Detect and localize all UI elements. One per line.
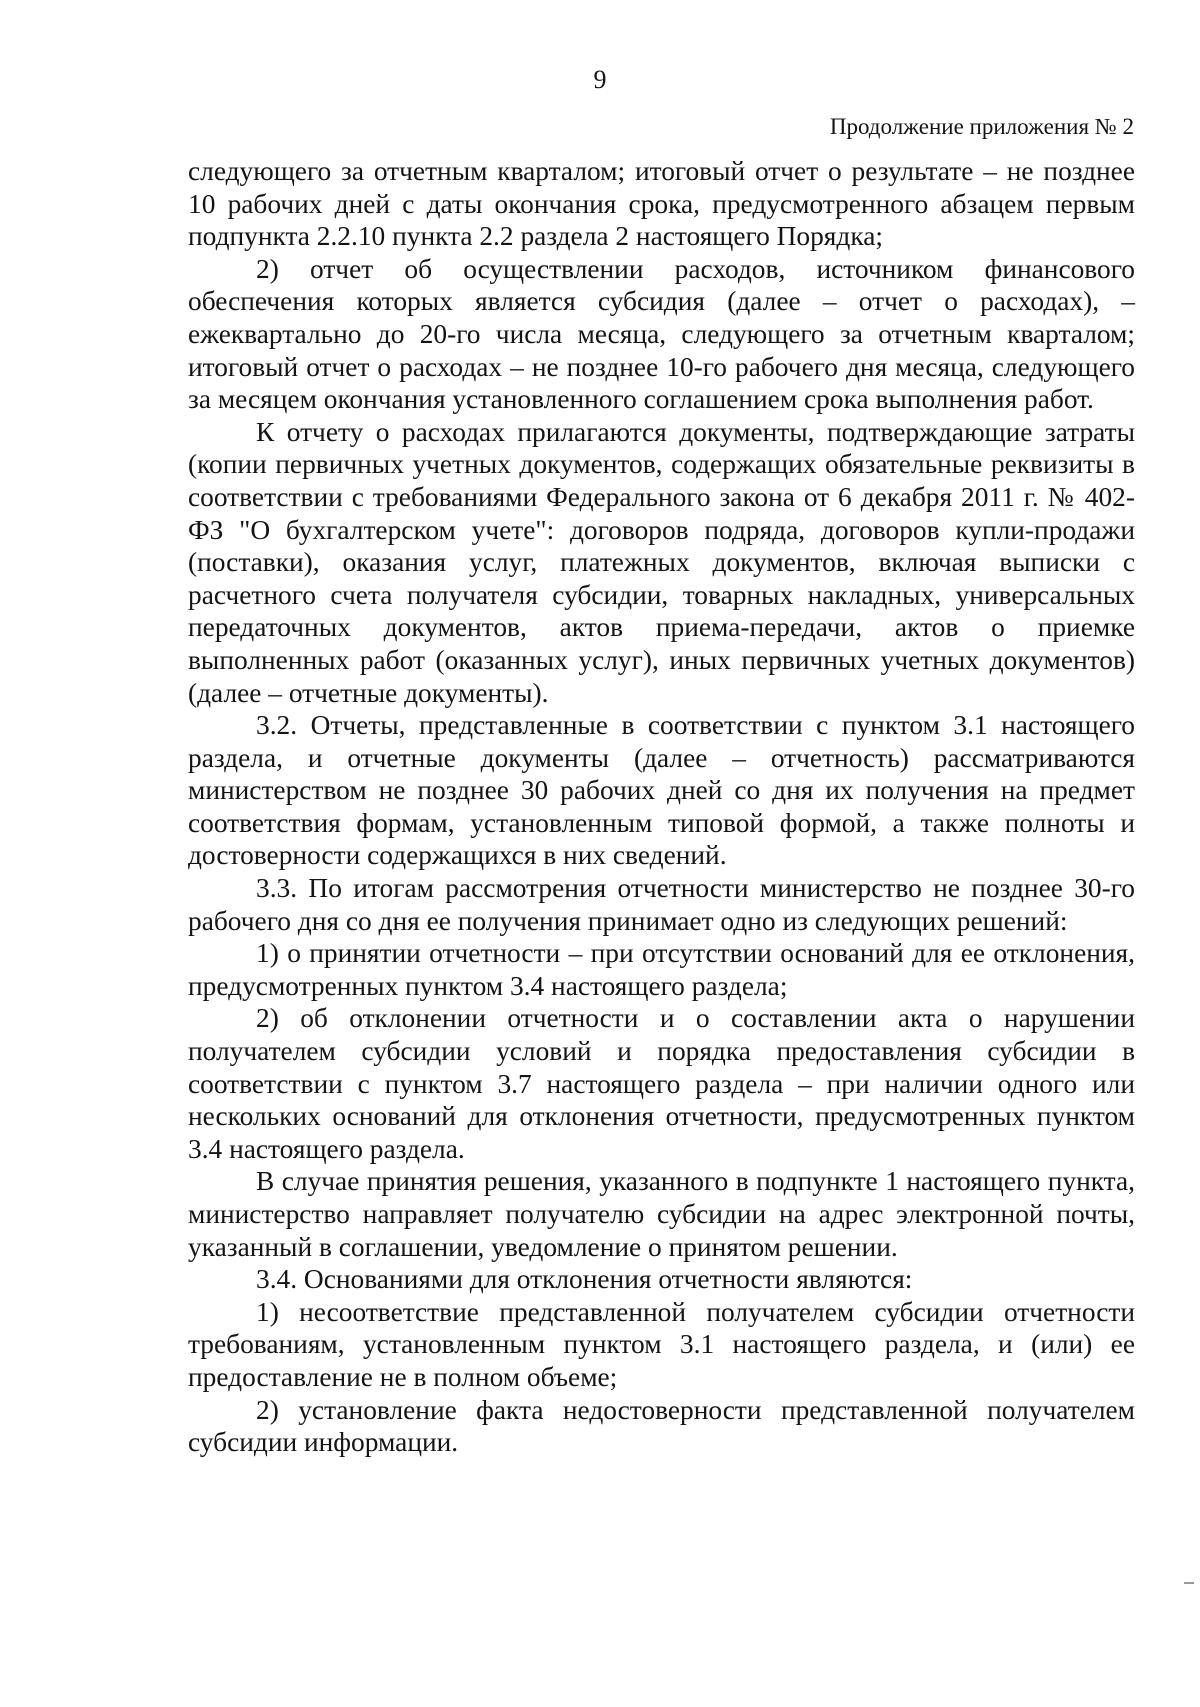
paragraph-3-3-item-1: 1) о принятии отчетности – при отсутствии оснований для ее отклонения, предусмотренных пунктом 3.4 настоящего раздела; — [188, 938, 1135, 1001]
paragraph-3-4-item-1: 1) несоответствие представленной получателем субсидии отчетности требованиям, установленным пунктом 3.1 настоящего раздела, и (или) ее предоставление не в полном объеме; — [188, 1296, 1135, 1392]
paragraph-notification: В случае принятия решения, указанного в подпункте 1 настоящего пункта, министерство направляет получателю субсидии на адрес электронной почты, указанный в соглашении, уведомление о принятом решении. — [188, 1166, 1135, 1262]
paragraph-3-3: 3.3. По итогам рассмотрения отчетности министерство не позднее 30-го рабочего дня со дня ее получения принимает одно из следующих решений: — [188, 873, 1135, 936]
paragraph-3-4: 3.4. Основаниями для отклонения отчетности являются: — [256, 1264, 913, 1295]
document-body — [188, 155, 1135, 1459]
appendix-continuation-label: Продолжение приложения № 2 — [829, 114, 1134, 139]
paragraph-3-4-item-2: 2) установление факта недостоверности представленной получателем субсидии информации. — [188, 1394, 1135, 1458]
paragraph-attached-documents: К отчету о расходах прилагаются документы, подтверждающие затраты (копии первичных учетных документов, содержащих обязательные реквизиты в соответствии с требованиями Федерального закона от 6 декабря 2011 г. № 402-ФЗ "О бухгалтерском учете": договоров подряда, договоров купли-продажи (поставки), оказания услуг, платежных документов, включая выписки с расчетного счета получателя субсидии, товарных накладных, универсальных передаточных документов, актов приема-передачи, актов о приемке выполненных работ (оказанных услуг), иных первичных учетных документов) (далее – отчетные документы). — [188, 416, 1135, 708]
paragraph-continuation: следующего за отчетным кварталом; итоговый отчет о результате – не позднее 10 рабочих дней с даты окончания срока, предусмотренного абзацем первым подпункта 2.2.10 пункта 2.2 раздела 2 настоящего Порядка; — [188, 156, 1135, 252]
paragraph-3-2: 3.2. Отчеты, представленные в соответствии с пунктом 3.1 настоящего раздела, и отчетные документы (далее – отчетность) рассматриваются министерством не позднее 30 рабочих дней со дня их получения на предмет соответствия формам, установленным типовой формой, а также полноты и достоверности содержащихся в них сведений. — [188, 710, 1135, 871]
page-number: 9 — [593, 65, 607, 94]
paragraph-3-3-item-2: 2) об отклонении отчетности и о составлении акта о нарушении получателем субсидии условий и порядка предоставления субсидии в соответствии с пунктом 3.7 настоящего раздела – при наличии одного или нескольких оснований для отклонения отчетности, предусмотренных пунктом 3.4 настоящего раздела. — [188, 1003, 1135, 1164]
paragraph-item-2-expense-report: 2) отчет об осуществлении расходов, источником финансового обеспечения которых является субсидия (далее – отчет о расходах), – ежеквартально до 20-го числа месяца, следующего за отчетным кварталом; итоговый отчет о расходах – не позднее 10-го рабочего дня месяца, следующего за месяцем окончания установленного соглашением срока выполнения работ. — [188, 253, 1135, 415]
scan-edge-mark — [1184, 1582, 1194, 1584]
